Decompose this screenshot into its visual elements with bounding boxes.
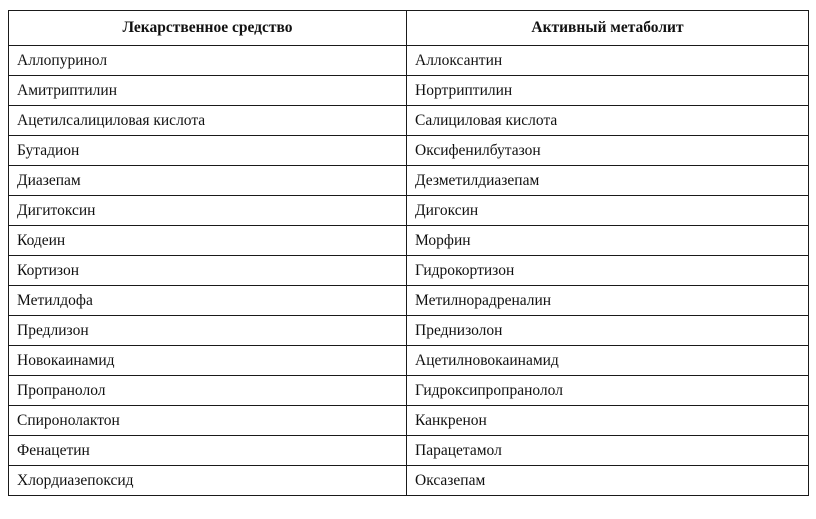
table-row — [9, 136, 809, 166]
metabolite-cell: Дезметилдиазепам — [407, 166, 809, 196]
table-row — [9, 436, 809, 466]
table-row — [9, 106, 809, 136]
drug-cell: Метилдофа — [9, 286, 407, 316]
table-row — [9, 376, 809, 406]
table-row — [9, 286, 809, 316]
metabolite-cell: Метилнорадреналин — [407, 286, 809, 316]
metabolite-cell: Нортриптилин — [407, 76, 809, 106]
drug-cell: Дигитоксин — [9, 196, 407, 226]
drug-cell: Фенацетин — [9, 436, 407, 466]
drug-cell: Кортизон — [9, 256, 407, 286]
table-row — [9, 166, 809, 196]
table-row — [9, 226, 809, 256]
drug-cell: Пропранолол — [9, 376, 407, 406]
metabolite-cell: Гидрокортизон — [407, 256, 809, 286]
table-row — [9, 196, 809, 226]
drug-cell: Диазепам — [9, 166, 407, 196]
drug-cell: Новокаинамид — [9, 346, 407, 376]
metabolite-cell: Гидроксипропранолол — [407, 376, 809, 406]
table-row — [9, 316, 809, 346]
table-row — [9, 256, 809, 286]
drug-cell: Аллопуринол — [9, 46, 407, 76]
metabolite-cell: Салициловая кислота — [407, 106, 809, 136]
drug-cell: Предлизон — [9, 316, 407, 346]
drug-metabolite-table — [8, 10, 809, 496]
metabolite-cell: Оксазепам — [407, 466, 809, 496]
table-row — [9, 406, 809, 436]
metabolite-cell: Канкренон — [407, 406, 809, 436]
drug-cell: Ацетилсалициловая кислота — [9, 106, 407, 136]
table-header-row — [9, 11, 809, 46]
drug-cell: Бутадион — [9, 136, 407, 166]
metabolite-cell: Аллоксантин — [407, 46, 809, 76]
drug-cell: Хлордиазепоксид — [9, 466, 407, 496]
table-row — [9, 76, 809, 106]
table-row — [9, 466, 809, 496]
metabolite-cell: Ацетилновокаинамид — [407, 346, 809, 376]
metabolite-cell: Оксифенилбутазон — [407, 136, 809, 166]
table-row — [9, 46, 809, 76]
header-active-metabolite: Активный метаболит — [407, 11, 809, 46]
metabolite-cell: Морфин — [407, 226, 809, 256]
drug-metabolite-table-container — [8, 10, 808, 496]
metabolite-cell: Преднизолон — [407, 316, 809, 346]
drug-cell: Амитриптилин — [9, 76, 407, 106]
metabolite-cell: Парацетамол — [407, 436, 809, 466]
table-row — [9, 346, 809, 376]
metabolite-cell: Дигоксин — [407, 196, 809, 226]
drug-cell: Кодеин — [9, 226, 407, 256]
header-drug: Лекарственное средство — [9, 11, 407, 46]
drug-cell: Спиронолактон — [9, 406, 407, 436]
